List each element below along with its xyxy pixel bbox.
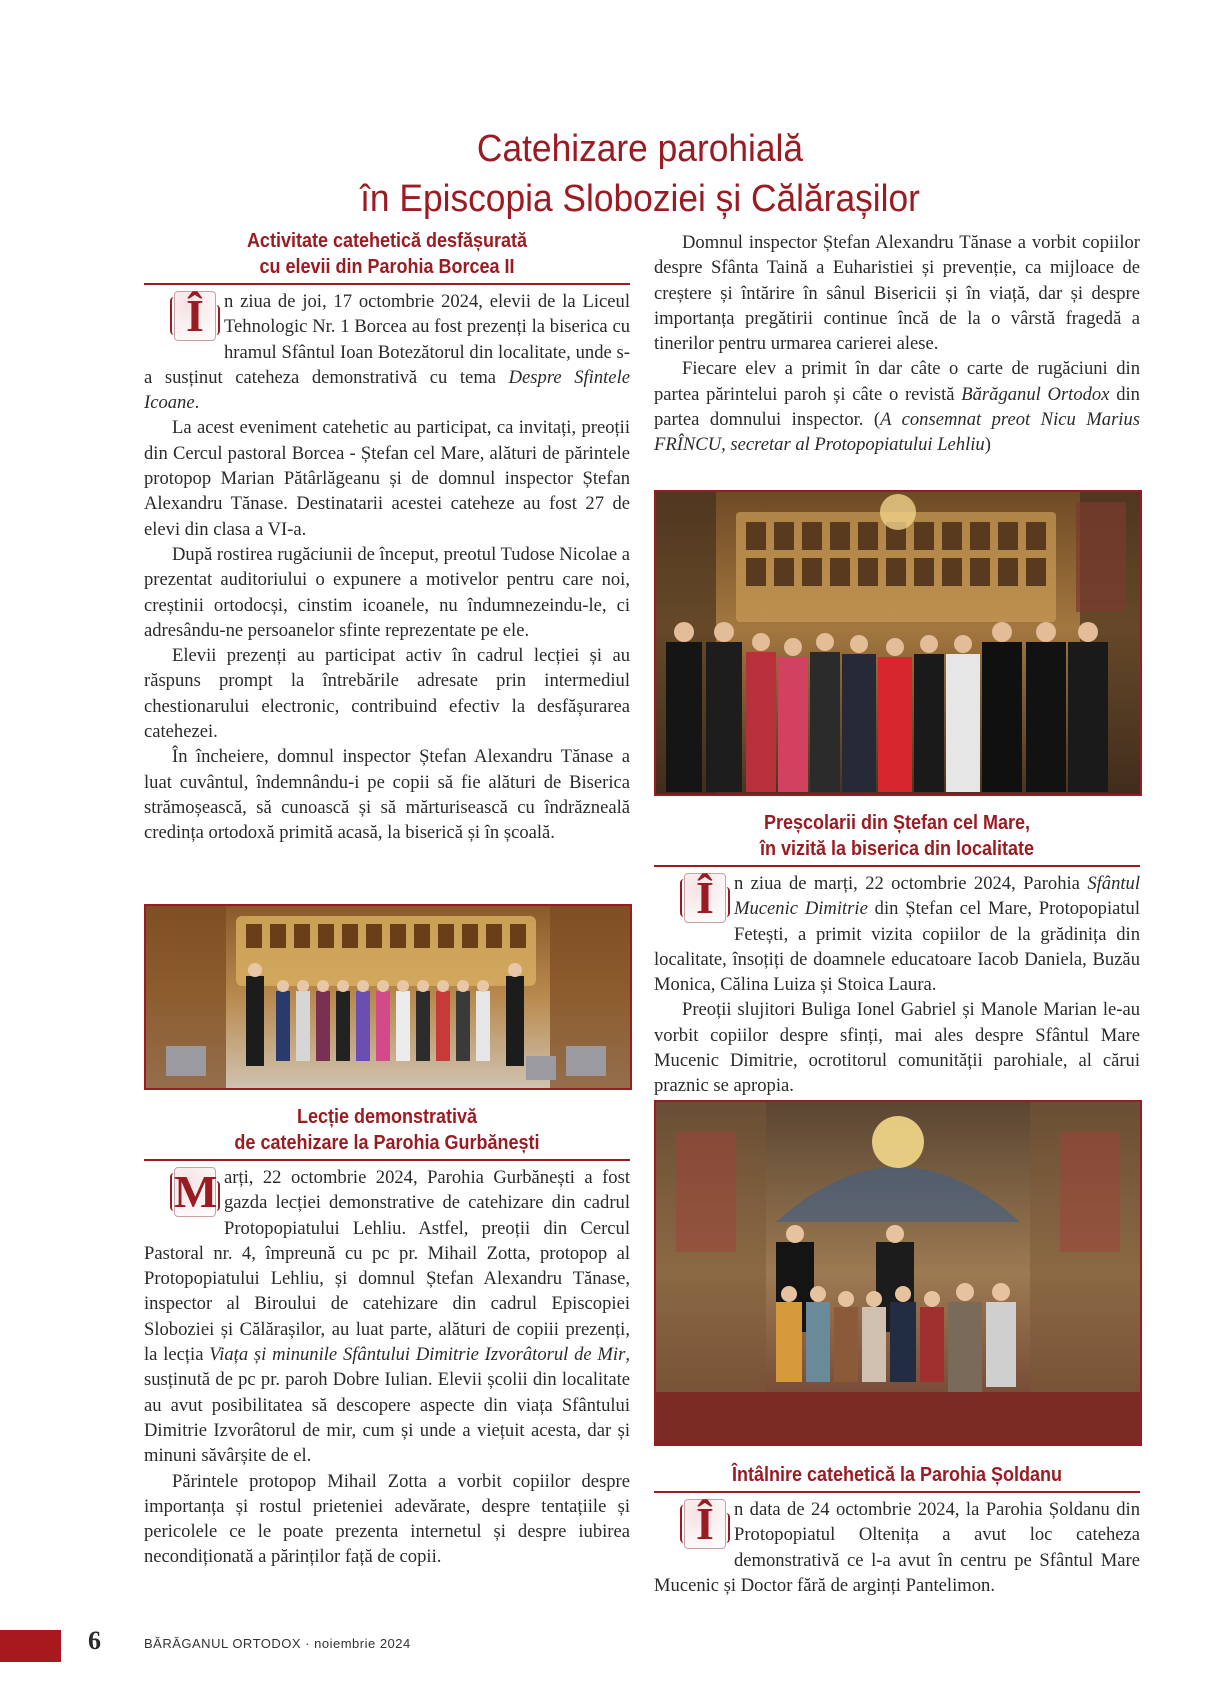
section-rule	[144, 1159, 630, 1161]
photo-stefan-cel-mare-children	[654, 1100, 1142, 1446]
page-title-line2: în Episcopia Sloboziei și Călărașilor	[360, 178, 920, 220]
paragraph: La acest eveniment catehetic au participat, ca invitați, preoții din Cercul pastoral Borcea - Ștefan cel Mare, alături de părintele protopop Marian Pătârlăgeanu și de domnul inspector Ștefan Alexandru Tănase. Destinatarii acestei cateheze au fost 27 de elevi din clasa a VI-a.	[144, 417, 630, 540]
left-column-top	[144, 228, 630, 846]
paragraph: Preoții slujitori Buliga Ionel Gabriel și Manole Marian le-au vorbit copiilor despre sfinți, mai ales despre Sfântul Mare Mucenic Dimitrie, ocrotitorul comunității parohiale, al cărui praznic se apropia.	[654, 999, 1140, 1097]
photo-borcea-group	[144, 904, 632, 1090]
paragraph: arți, 22 octombrie 2024, Parohia Gurbănești a fost gazda lecției demonstrative de catehizare din cadrul Protopopiatului Lehliu. Astfel, preoții din Cercul Pastoral nr. 4, împreună cu pc pr. Mihail Zotta, protopop al Protopopiatului Lehliu, și domnul Ștefan Alexandru Tănase, inspector al Biroului de catehizare din cadrul Episcopiei Sloboziei și Călărașilor, au luat parte, alături de copiii prezenți, la lecția Viața și minunile Sfântului Dimitrie Izvorâtorul de Mir, susținută de pc pr. paroh Dobre Iulian. Elevii școlii din localitate au avut posibilitatea să descopere aspecte din viața Sfântului Dimitrie Izvorâtorul de mir, cum și unde a viețuit acesta, dar și minuni săvârșite de el.	[144, 1167, 630, 1467]
dropcap-ornament: M	[174, 1167, 216, 1217]
paragraph: n ziua de marți, 22 octombrie 2024, Parohia Sfântul Mucenic Dimitrie din Ștefan cel Mare, Protopopiatul Fetești, a primit vizita copiilor de la grădinița din localitate, însoțiți de doamnele educatoare Iacob Daniela, Buzău Monica, Călina Luiza și Stoica Laura.	[654, 873, 1140, 996]
footer-magazine-title: BĂRĂGANUL ORTODOX · noiembrie 2024	[144, 1636, 411, 1651]
footer-accent-bar	[0, 1630, 61, 1662]
dropcap-ornament: Î	[684, 873, 726, 923]
paragraph: n ziua de joi, 17 octombrie 2024, elevii de la Liceul Tehnologic Nr. 1 Borcea au fost prezenți la biserica cu hramul Sfântul Ioan Botezătorul din localitate, unde s-a susținut cateheza demonstrativă cu tema Despre Sfintele Icoane.	[144, 291, 630, 414]
right-column-top	[654, 230, 1140, 458]
page-number: 6	[88, 1626, 101, 1655]
section-rule	[144, 283, 630, 285]
dropcap-ornament: Î	[174, 291, 216, 341]
paragraph: După rostirea rugăciunii de început, preotul Tudose Nicolae a prezentat auditoriului o expunere a motivelor pentru care noi, creștinii ortodocși, cinstim icoanele, nu îndumnezeindu-le, ci adresându-ne persoanelor sfinte reprezentate pe ele.	[144, 543, 631, 641]
section-title-stefan-cel-mare: Preșcolarii din Ștefan cel Mare, în vizită la biserica din localitate	[759, 812, 1035, 860]
paragraph: În încheiere, domnul inspector Ștefan Alexandru Tănase a luat cuvântul, îndemnându-i pe copii să fie alături de Biserica strămoșească, să cunoască și să mărturisească cu îndrăzneală credința ortodoxă primită acasă, la biserică și în școală.	[144, 746, 630, 844]
page-title-line1: Catehizare parohială	[476, 128, 804, 170]
paragraph: Părintele protopop Mihail Zotta a vorbit copiilor despre importanța și rostul prieteniei adevărate, despre tentațiile și pericolele ce le poate prezenta internetul și despre iubirea necondiționată a părinților față de copii.	[144, 1470, 630, 1568]
section-title-soldanu: Întâlnire catehetică la Parohia Șoldanu	[731, 1464, 1063, 1486]
paragraph: Elevii prezenți au participat activ în cadrul lecției și au răspuns prompt la întrebările adresate prin intermediul chestionarului electronic, contribuind efectiv la desfășurarea catehezei.	[144, 645, 630, 743]
section-title-gurbanesti: Lecție demonstrativă de catehizare la Parohia Gurbănești	[234, 1106, 540, 1154]
right-column-bottom	[654, 1462, 1140, 1598]
paragraph: Fiecare elev a primit în dar câte o carte de rugăciuni din partea părintelui paroh și câte o revistă Bărăganul Ortodox din partea domnului inspector. (A consemnat preot Nicu Marius FRÎNCU, secretar al Protopopiatului Lehliu)	[654, 358, 1140, 456]
paragraph: Domnul inspector Ștefan Alexandru Tănase a vorbit copiilor despre Sfânta Taină a Euharistiei și prevenție, ca mijloace de creștere și întărire în sânul Bisericii și în viață, dar și despre importanța pregătirii continue încă de la o vârstă fragedă a tinerilor pentru urmarea carierei alese.	[654, 232, 1140, 355]
page-title	[45, 124, 1211, 224]
photo-gurbanesti-group	[654, 490, 1142, 796]
left-column-bottom	[144, 1104, 630, 1570]
section-rule	[654, 865, 1140, 867]
section-title-borcea: Activitate catehetică desfășurată cu elevii din Parohia Borcea II	[246, 230, 528, 278]
dropcap-ornament: Î	[684, 1499, 726, 1549]
right-column-middle	[654, 810, 1140, 1099]
paragraph: n data de 24 octombrie 2024, la Parohia Șoldanu din Protopopiatul Oltenița a avut loc cateheza demonstrativă ce l-a avut în centru pe Sfântul Mare Mucenic și Doctor fără de arginți Pantelimon.	[654, 1499, 1140, 1596]
section-rule	[654, 1491, 1140, 1493]
